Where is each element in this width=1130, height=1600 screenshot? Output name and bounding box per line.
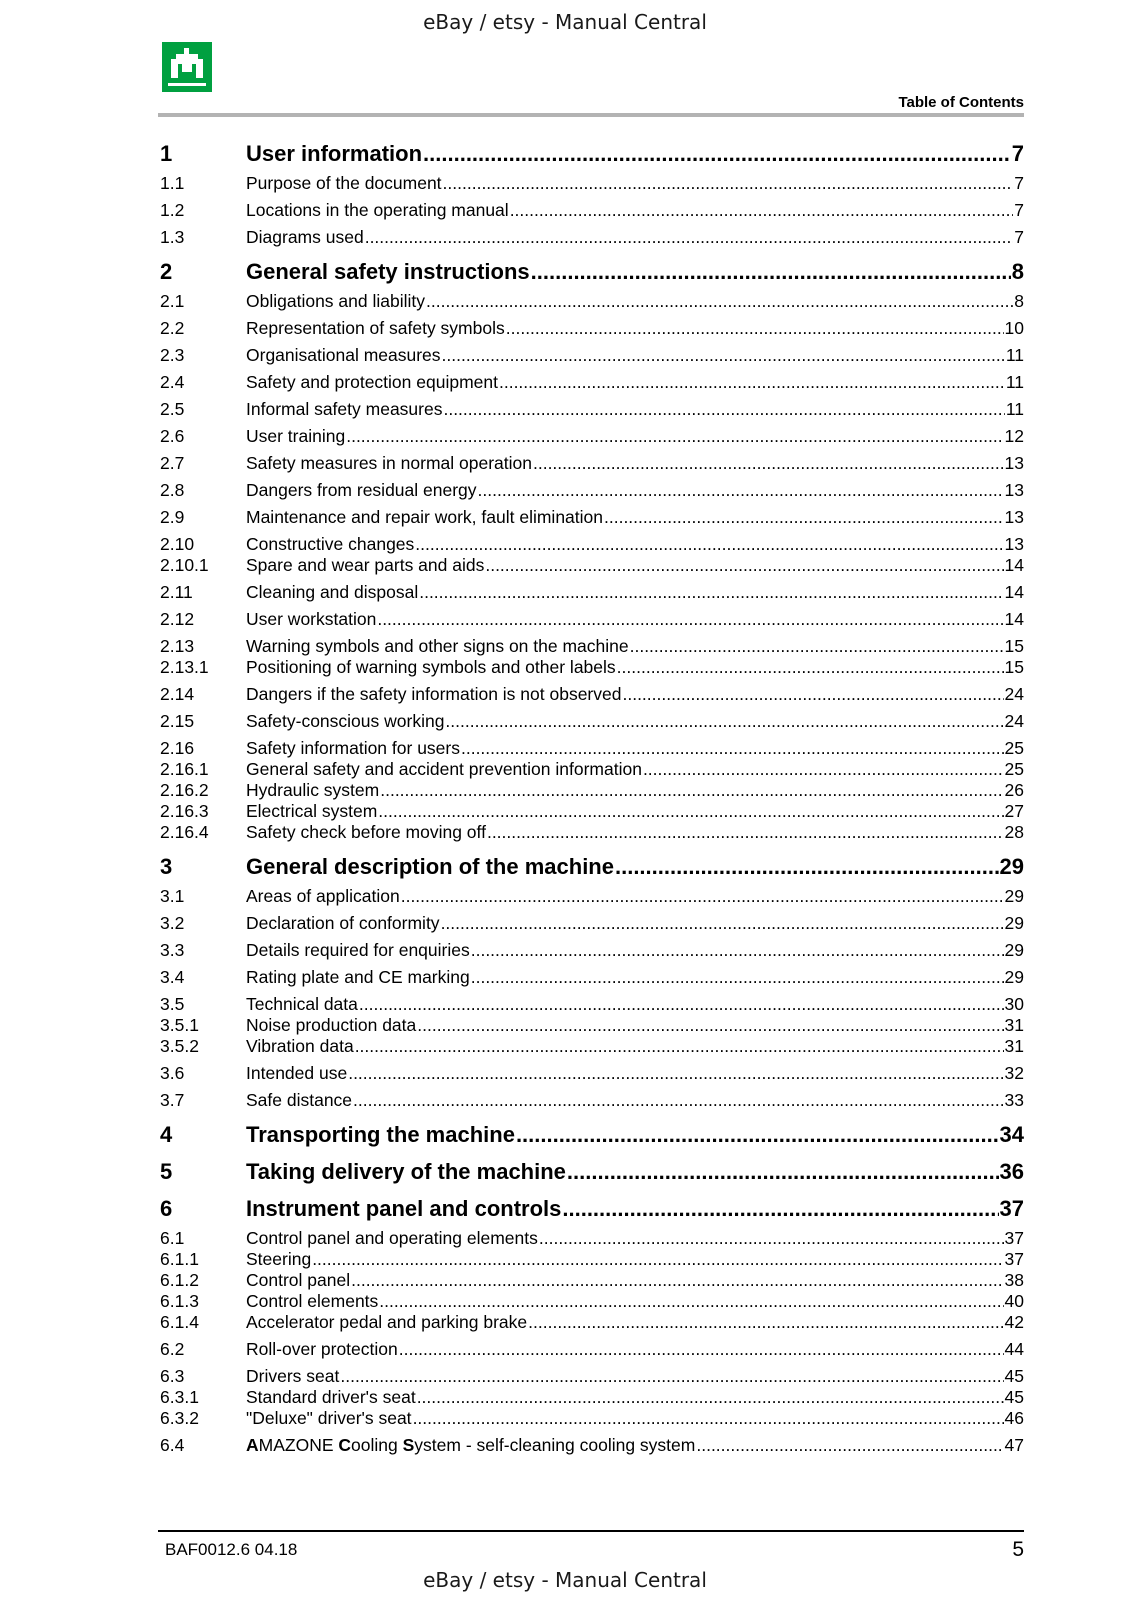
toc-title-part: MAZONE [258,1435,339,1455]
toc-title: Control elements [246,1291,379,1311]
toc-leader [365,227,1014,248]
toc-title-part: ystem - self-cleaning cooling system [414,1435,696,1455]
toc-title: Details required for enquiries [246,940,470,960]
toc-number: 5 [160,1159,173,1184]
toc-entry [160,822,1024,843]
toc-leader [379,1291,1003,1312]
toc-number: 2.5 [160,399,185,419]
toc-title: Transporting the machine [246,1122,515,1147]
toc-title: Spare and wear parts and aids [246,555,485,575]
toc-number: 2.16.1 [160,759,209,779]
doc-code: BAF0012.6 04.18 [165,1540,298,1559]
toc-number: 2.10 [160,534,195,554]
toc-leader [423,140,1011,167]
toc-leader [355,1036,1004,1057]
toc-page: 44 [1004,1339,1024,1359]
toc-page: 29 [1004,967,1024,987]
toc-title: User workstation [246,609,377,629]
toc-entry [160,291,1024,312]
toc-page: 37 [1004,1249,1024,1269]
toc-number: 2.16.2 [160,780,209,800]
toc-number: 3.2 [160,913,185,933]
toc-entry [160,1228,1024,1249]
toc-entry [160,994,1024,1015]
toc-number: 2.12 [160,609,195,629]
toc-title: Cleaning and disposal [246,582,419,602]
toc-number: 6.2 [160,1339,185,1359]
toc-title-part: A [246,1435,259,1455]
toc-number: 6.1.4 [160,1312,199,1332]
toc-page: 45 [1004,1366,1024,1386]
toc-number: 6.1 [160,1228,185,1248]
toc-number: 2.2 [160,318,185,338]
toc-entry [160,1015,1024,1036]
toc-number: 1.1 [160,173,185,193]
toc-page: 10 [1004,318,1024,338]
footer-rule [158,1530,1024,1532]
toc-title: Warning symbols and other signs on the machine [246,636,629,656]
toc-entry [160,1195,1024,1222]
toc-page: 8 [1011,259,1024,284]
toc-page: 11 [1005,345,1024,365]
toc-entry [160,1435,1024,1456]
toc-number: 2.16.3 [160,801,209,821]
toc-entry [160,555,1024,576]
toc-leader [506,318,1004,339]
toc-entry [160,426,1024,447]
toc-page: 7 [1014,173,1024,193]
toc-leader [487,822,1004,843]
toc-number: 2.16.4 [160,822,209,842]
toc-entry [160,1291,1024,1312]
toc-leader [401,886,1004,907]
toc-leader [499,372,1005,393]
toc-title: Instrument panel and controls [246,1196,562,1221]
toc-title: Dangers from residual energy [246,480,477,500]
toc-title: Noise production data [246,1015,417,1035]
toc-entry [160,609,1024,630]
toc-leader [380,780,1003,801]
toc-leader [417,1015,1003,1036]
toc-leader [340,1366,1003,1387]
toc-page: 37 [1004,1228,1024,1248]
toc-page: 13 [1004,507,1024,527]
toc-number: 2 [160,259,173,284]
toc-leader [471,967,1004,988]
toc-page: 29 [1004,913,1024,933]
toc-page: 13 [1004,453,1024,473]
toc-page: 29 [999,854,1024,879]
toc-entry [160,738,1024,759]
toc-page: 11 [1005,399,1024,419]
toc-page: 34 [999,1122,1024,1147]
toc-page: 31 [1004,1036,1024,1056]
toc-title: Hydraulic system [246,780,380,800]
toc-page: 37 [999,1196,1024,1221]
toc-title: Control panel [246,1270,351,1290]
toc-page: 14 [1004,609,1024,629]
toc-title: User information [246,141,423,166]
toc-page: 40 [1004,1291,1024,1311]
toc-entry [160,534,1024,555]
toc-leader [419,582,1003,603]
header-rule [158,113,1024,117]
toc-leader [413,1408,1004,1429]
toc-page: 36 [999,1159,1024,1184]
toc-title: Standard driver's seat [246,1387,416,1407]
toc-title: Safety measures in normal operation [246,453,532,473]
toc-number: 3.5 [160,994,185,1014]
toc-leader [643,759,1004,780]
toc-title: Constructive changes [246,534,415,554]
toc-number: 2.4 [160,372,185,392]
toc-title: Intended use [246,1063,348,1083]
toc-leader [510,200,1014,221]
toc-number: 6.1.2 [160,1270,199,1290]
toc-page: 11 [1005,372,1024,392]
toc-entry [160,453,1024,474]
toc-page: 46 [1004,1408,1024,1428]
toc-number: 4 [160,1122,173,1147]
toc-leader [622,684,1003,705]
toc-entry [160,1312,1024,1333]
toc-title: Vibration data [246,1036,354,1056]
toc-leader [346,426,1003,447]
toc-number: 3.6 [160,1063,185,1083]
toc-title: Declaration of conformity [246,913,440,933]
toc-leader [351,1270,1003,1291]
toc-title: "Deluxe" driver's seat [246,1408,412,1428]
toc-number: 1 [160,141,173,166]
toc-leader [445,711,1003,732]
toc-page: 7 [1014,227,1024,247]
toc-leader [443,399,1004,420]
toc-page: 47 [1004,1435,1024,1455]
toc-leader [533,453,1004,474]
toc-title: Safety and protection equipment [246,372,498,392]
toc-entry [160,399,1024,420]
toc-title: General safety instructions [246,259,530,284]
toc-leader [528,1312,1003,1333]
toc-title: Representation of safety symbols [246,318,505,338]
toc-title-part: ooling [351,1435,403,1455]
toc-leader [617,657,1004,678]
toc-number: 6.3 [160,1366,185,1386]
toc-leader [378,801,1003,822]
toc-number: 6.3.1 [160,1387,199,1407]
toc-entry [160,1090,1024,1111]
toc-leader [696,1435,1003,1456]
toc-title: Accelerator pedal and parking brake [246,1312,528,1332]
toc-number: 2.3 [160,345,185,365]
toc-entry [160,1408,1024,1429]
toc-entry [160,1387,1024,1408]
toc-title: Safety-conscious working [246,711,445,731]
toc-leader [531,258,1011,285]
toc-entry [160,582,1024,603]
toc-entry [160,780,1024,801]
toc-number: 2.1 [160,291,185,311]
toc-entry [160,1249,1024,1270]
toc-page: 7 [1014,200,1024,220]
toc-number: 3 [160,854,173,879]
toc-number: 1.2 [160,200,185,220]
toc-number: 2.6 [160,426,185,446]
section-label: Table of Contents [898,94,1024,111]
toc-title: General safety and accident prevention information [246,759,642,779]
toc-leader [399,1339,1004,1360]
toc-leader [353,1090,1003,1111]
toc-entry [160,1036,1024,1057]
toc-entry [160,345,1024,366]
toc-title: Safety check before moving off [246,822,486,842]
toc-number: 2.14 [160,684,195,704]
toc-page: 45 [1004,1387,1024,1407]
toc-leader [443,173,1014,194]
toc-entry [160,227,1024,248]
toc-entry [160,140,1024,167]
toc-leader [604,507,1004,528]
toc-page: 14 [1004,555,1024,575]
toc-title: Roll-over protection [246,1339,398,1359]
toc-title-part: C [338,1435,352,1455]
toc-number: 2.7 [160,453,185,473]
toc-page: 14 [1004,582,1024,602]
toc-entry [160,940,1024,961]
toc-title: Obligations and liability [246,291,425,311]
toc-number: 3.5.1 [160,1015,199,1035]
toc-entry [160,200,1024,221]
toc-page: 27 [1004,801,1024,821]
toc-number: 2.13 [160,636,195,656]
toc-entry [160,711,1024,732]
toc-entry [160,1063,1024,1084]
toc-title: Safe distance [246,1090,353,1110]
toc-number: 6.1.1 [160,1249,199,1269]
toc-leader [485,555,1003,576]
toc-page: 26 [1004,780,1024,800]
toc-entry [160,1158,1024,1185]
toc-leader [630,636,1004,657]
toc-leader [377,609,1003,630]
toc-number: 1.3 [160,227,185,247]
toc-page: 28 [1004,822,1024,842]
toc-entry [160,1366,1024,1387]
toc-number: 2.15 [160,711,195,731]
toc-page: 25 [1004,759,1024,779]
toc-page: 32 [1004,1063,1024,1083]
toc-title: Diagrams used [246,227,364,247]
toc-leader [539,1228,1004,1249]
toc-page: 13 [1004,480,1024,500]
toc-leader [461,738,1004,759]
toc-page: 12 [1004,426,1024,446]
toc-page: 24 [1004,711,1024,731]
toc-entry [160,372,1024,393]
toc-page: 29 [1004,940,1024,960]
toc-number: 2.9 [160,507,185,527]
toc-leader [348,1063,1003,1084]
toc-number: 3.5.2 [160,1036,199,1056]
toc-leader [415,534,1003,555]
toc-page: 31 [1004,1015,1024,1035]
toc-title: Safety information for users [246,738,460,758]
toc-entry [160,480,1024,501]
toc-page: 15 [1004,657,1024,677]
toc-title-part: S [402,1435,415,1455]
toc-number: 3.3 [160,940,185,960]
toc-number: 2.11 [160,582,193,602]
watermark-bottom: eBay / etsy - Manual Central [423,1568,707,1592]
toc-entry [160,1121,1024,1148]
toc-entry [160,318,1024,339]
toc-leader [615,853,999,880]
table-of-contents [160,140,1024,1456]
toc-entry [160,801,1024,822]
toc-number: 2.8 [160,480,185,500]
toc-leader [442,345,1005,366]
toc-number: 2.10.1 [160,555,209,575]
toc-entry [160,886,1024,907]
toc-title: Drivers seat [246,1366,340,1386]
toc-leader [562,1195,998,1222]
toc-entry [160,759,1024,780]
toc-leader [312,1249,1003,1270]
toc-title: User training [246,426,346,446]
toc-title: Maintenance and repair work, fault elimination [246,507,603,527]
toc-page: 30 [1004,994,1024,1014]
toc-entry [160,173,1024,194]
toc-page: 7 [1011,141,1024,166]
toc-entry [160,967,1024,988]
toc-entry [160,507,1024,528]
page-number: 5 [1012,1538,1024,1561]
toc-leader [471,940,1004,961]
toc-entry [160,684,1024,705]
toc-entry [160,853,1024,880]
toc-entry [160,1339,1024,1360]
toc-leader [516,1121,999,1148]
toc-title: General description of the machine [246,854,614,879]
toc-number: 2.13.1 [160,657,209,677]
toc-title: Informal safety measures [246,399,443,419]
toc-page: 42 [1004,1312,1024,1332]
toc-title: Taking delivery of the machine [246,1159,566,1184]
toc-title: Locations in the operating manual [246,200,509,220]
toc-title [246,1435,695,1456]
toc-number: 6.4 [160,1435,185,1455]
toc-page: 15 [1004,636,1024,656]
amazone-logo [162,42,212,92]
toc-page: 13 [1004,534,1024,554]
toc-page: 38 [1004,1270,1024,1290]
toc-title: Areas of application [246,886,400,906]
toc-leader [359,994,1004,1015]
toc-title: Positioning of warning symbols and other labels [246,657,616,677]
toc-entry [160,913,1024,934]
toc-number: 2.16 [160,738,195,758]
toc-page: 8 [1014,291,1024,311]
toc-title: Steering [246,1249,312,1269]
toc-entry [160,657,1024,678]
toc-title: Technical data [246,994,358,1014]
toc-title: Purpose of the document [246,173,442,193]
toc-title: Electrical system [246,801,378,821]
toc-title: Organisational measures [246,345,441,365]
toc-number: 3.4 [160,967,185,987]
toc-leader [567,1158,999,1185]
watermark-top: eBay / etsy - Manual Central [423,10,707,34]
toc-title: Control panel and operating elements [246,1228,538,1248]
toc-entry [160,636,1024,657]
toc-leader [426,291,1013,312]
toc-leader [417,1387,1004,1408]
toc-page: 24 [1004,684,1024,704]
toc-leader [441,913,1004,934]
toc-number: 6.3.2 [160,1408,199,1428]
toc-entry [160,1270,1024,1291]
toc-entry [160,258,1024,285]
toc-title: Dangers if the safety information is not observed [246,684,622,704]
toc-number: 3.7 [160,1090,185,1110]
toc-page: 29 [1004,886,1024,906]
toc-leader [478,480,1004,501]
toc-number: 6.1.3 [160,1291,199,1311]
toc-page: 33 [1004,1090,1024,1110]
amazone-logo-icon [162,42,212,92]
toc-page: 25 [1004,738,1024,758]
toc-title: Rating plate and CE marking [246,967,470,987]
toc-number: 6 [160,1196,173,1221]
toc-number: 3.1 [160,886,185,906]
